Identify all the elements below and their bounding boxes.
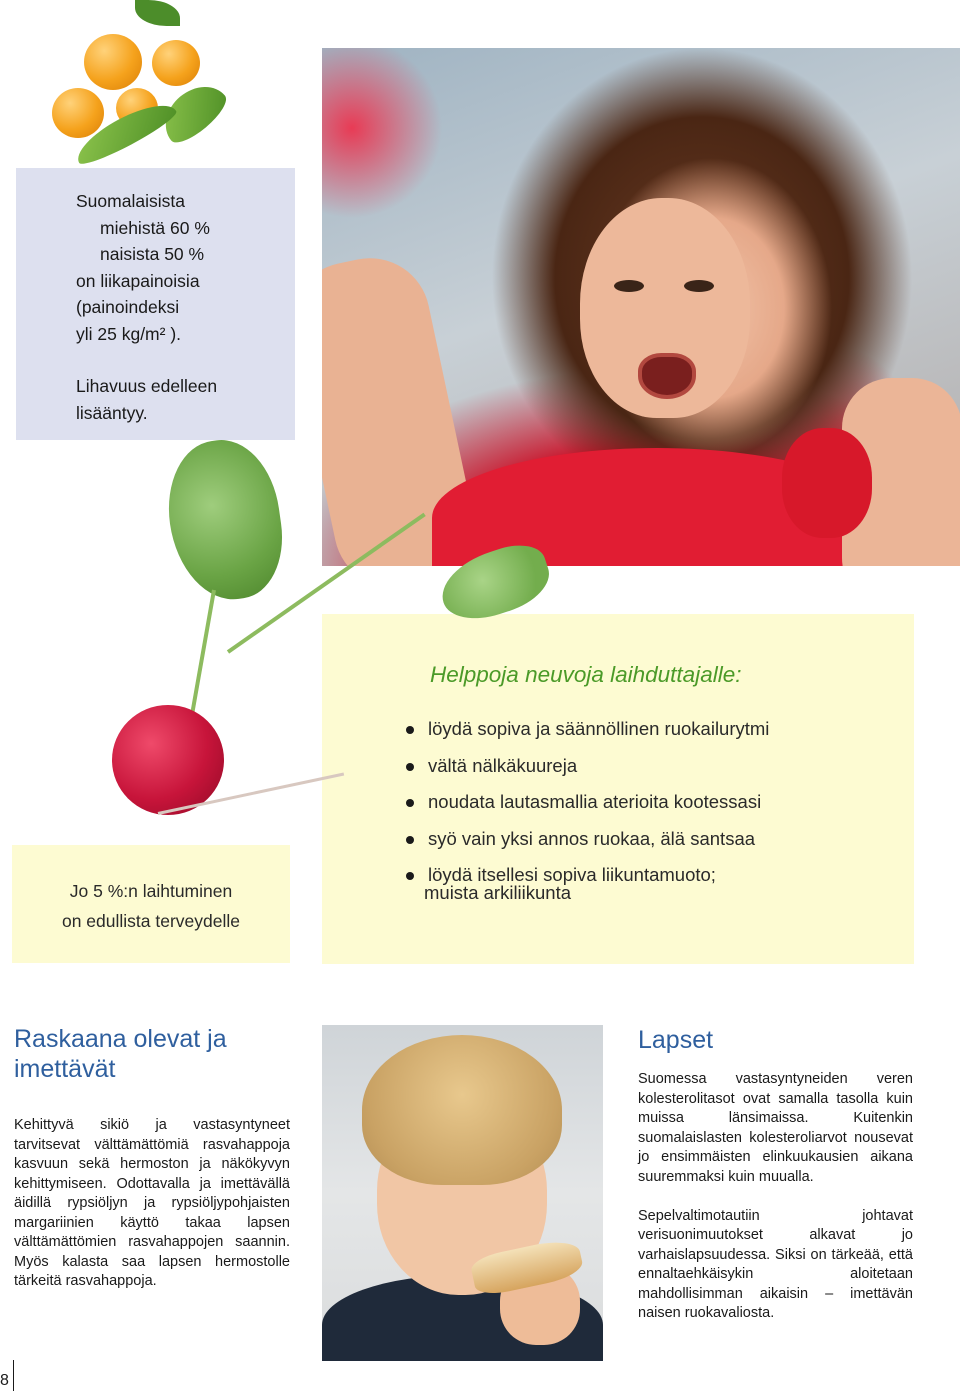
stats-line: Lihavuus edelleen [76, 376, 218, 396]
cherry-tomato [84, 34, 142, 90]
stats-box [16, 168, 295, 440]
tips-title: Helppoja neuvoja laihduttajalle: [430, 662, 742, 687]
boy-hair [362, 1035, 562, 1185]
stats-line: (painoindeksi [76, 297, 180, 317]
radish-bulb [112, 705, 224, 815]
tip-item: syö vain yksi annos ruokaa, älä santsaa [406, 828, 769, 850]
tip-item: löydä sopiva ja säännöllinen ruokailurytmi [406, 718, 769, 740]
page-number: 8 [0, 1372, 9, 1389]
pregnant-heading: Raskaana olevat ja imettävät [14, 1025, 227, 1083]
stats-line: yli 25 kg/m² ). [76, 323, 182, 344]
dumbbell-weight [782, 428, 872, 538]
pregnant-text [14, 1116, 290, 1311]
radish-image [100, 440, 550, 860]
woman-eye [684, 280, 714, 292]
children-text [638, 1070, 913, 1343]
stats-line: naisista 50 % [100, 244, 205, 264]
stats-line: Suomalaisista [76, 191, 185, 211]
woman-mouth [638, 353, 696, 399]
boy-photo [322, 1025, 603, 1361]
stats-line: lisääntyy. [76, 402, 148, 423]
page-number-rule [13, 1360, 14, 1391]
radish-leaf [159, 433, 290, 607]
pregnant-paragraph: Kehittyvä sikiö ja vastasyntyneet tarvitsevat välttämättömiä rasvahappoja kasvuun sekä hermoston ja näkökyvyn kehittymiseen. Odottavalla ja imettävällä äidillä rypsiöljyn ja rypsiöljypohjaisten margariinien käyttö takaa lapsen välttämättömien rasvahappojen saannin. Myös kalasta saa lapsen hermostolle tärkeitä rasvahappoja. [14, 1117, 290, 1289]
children-heading: Lapset [638, 1026, 714, 1054]
tip-item: vältä nälkäkuureja [406, 755, 769, 777]
tomatoes-peas-image [40, 0, 260, 170]
side-note-line: Jo 5 %:n laihtuminen [69, 881, 233, 901]
cherry-tomato [152, 40, 200, 86]
tip-item: löydä itsellesi sopiva liikuntamuoto; muista arkiliikunta [406, 864, 769, 904]
stats-line: on liikapainoisia [76, 270, 200, 291]
children-paragraph: Sepelvaltimotautiin johtavat verisuonimuutokset alkavat jo varhaislapsuudessa. Siksi on tärkeää, että ennaltaehkäisykin aloitetaan mahdollisimman aikaisin – imettävän naisen ruokavaliosta. [638, 1207, 913, 1321]
children-paragraph: Suomessa vastasyntyneiden veren kolesterolitasot ovat samalla tasolla kuin muissa länsimaissa. Kuitenkin suomalaislasten kolesteroliarvot nousevat jo ensimmäisten elinkuukausien aikana suuremmaksi kuin muualla. [638, 1071, 913, 1185]
tip-item-continued: muista arkiliikunta [424, 882, 572, 903]
parsley-leaf [135, 0, 180, 26]
stats-line: miehistä 60 % [100, 217, 210, 238]
radish-leaf [433, 537, 557, 630]
woman-eye [614, 280, 644, 292]
tip-item: noudata lautasmallia aterioita kootessasi [406, 791, 769, 813]
side-note [12, 845, 290, 963]
cherry-tomato [52, 88, 104, 138]
side-note-line: on edullista terveydelle [61, 911, 241, 931]
